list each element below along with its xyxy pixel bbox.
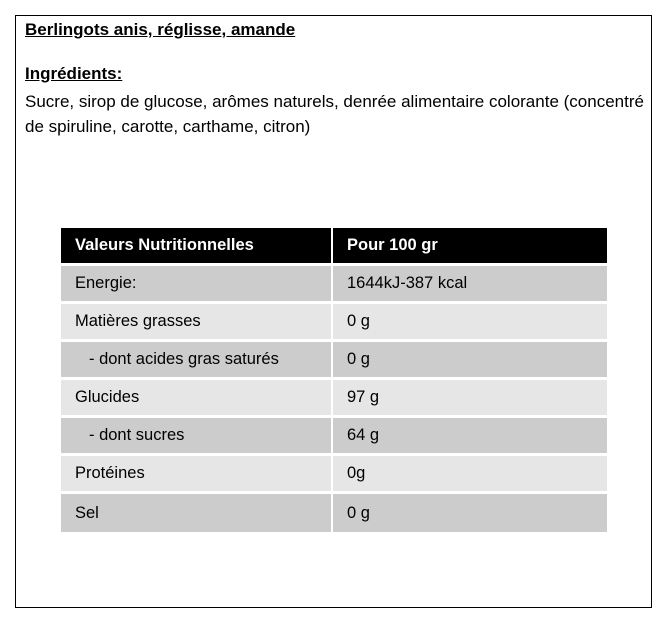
table-row bbox=[61, 418, 607, 456]
nutrient-value: 0 g bbox=[333, 342, 607, 380]
nutrient-label: - dont acides gras saturés bbox=[61, 342, 333, 380]
nutrient-value: 0g bbox=[333, 456, 607, 494]
nutrient-label: Sel bbox=[61, 494, 333, 532]
nutrition-table bbox=[61, 228, 607, 532]
nutrient-value: 1644kJ-387 kcal bbox=[333, 266, 607, 304]
table-row bbox=[61, 266, 607, 304]
nutrient-label: Protéines bbox=[61, 456, 333, 494]
table-row bbox=[61, 494, 607, 532]
nutrient-label: Glucides bbox=[61, 380, 333, 418]
nutrient-value: 97 g bbox=[333, 380, 607, 418]
nutrient-value: 0 g bbox=[333, 304, 607, 342]
header-nutrient: Valeurs Nutritionnelles bbox=[61, 228, 333, 266]
nutrient-value: 64 g bbox=[333, 418, 607, 456]
table-row bbox=[61, 304, 607, 342]
table-row bbox=[61, 342, 607, 380]
ingredients-text: Sucre, sirop de glucose, arômes naturels, denrée alimentaire colorante (concentré de spiruline, carotte, carthame, citron) bbox=[25, 92, 644, 136]
nutrient-label: Matières grasses bbox=[61, 304, 333, 342]
nutrient-value: 0 g bbox=[333, 494, 607, 532]
nutrient-label: Energie: bbox=[61, 266, 333, 304]
nutrient-label: - dont sucres bbox=[61, 418, 333, 456]
table-row bbox=[61, 380, 607, 418]
nutrition-header-row bbox=[61, 228, 607, 266]
header-per-100g: Pour 100 gr bbox=[333, 228, 607, 266]
table-row bbox=[61, 456, 607, 494]
ingredients-heading: Ingrédients: bbox=[25, 64, 123, 83]
product-title: Berlingots anis, réglisse, amande bbox=[25, 20, 296, 39]
